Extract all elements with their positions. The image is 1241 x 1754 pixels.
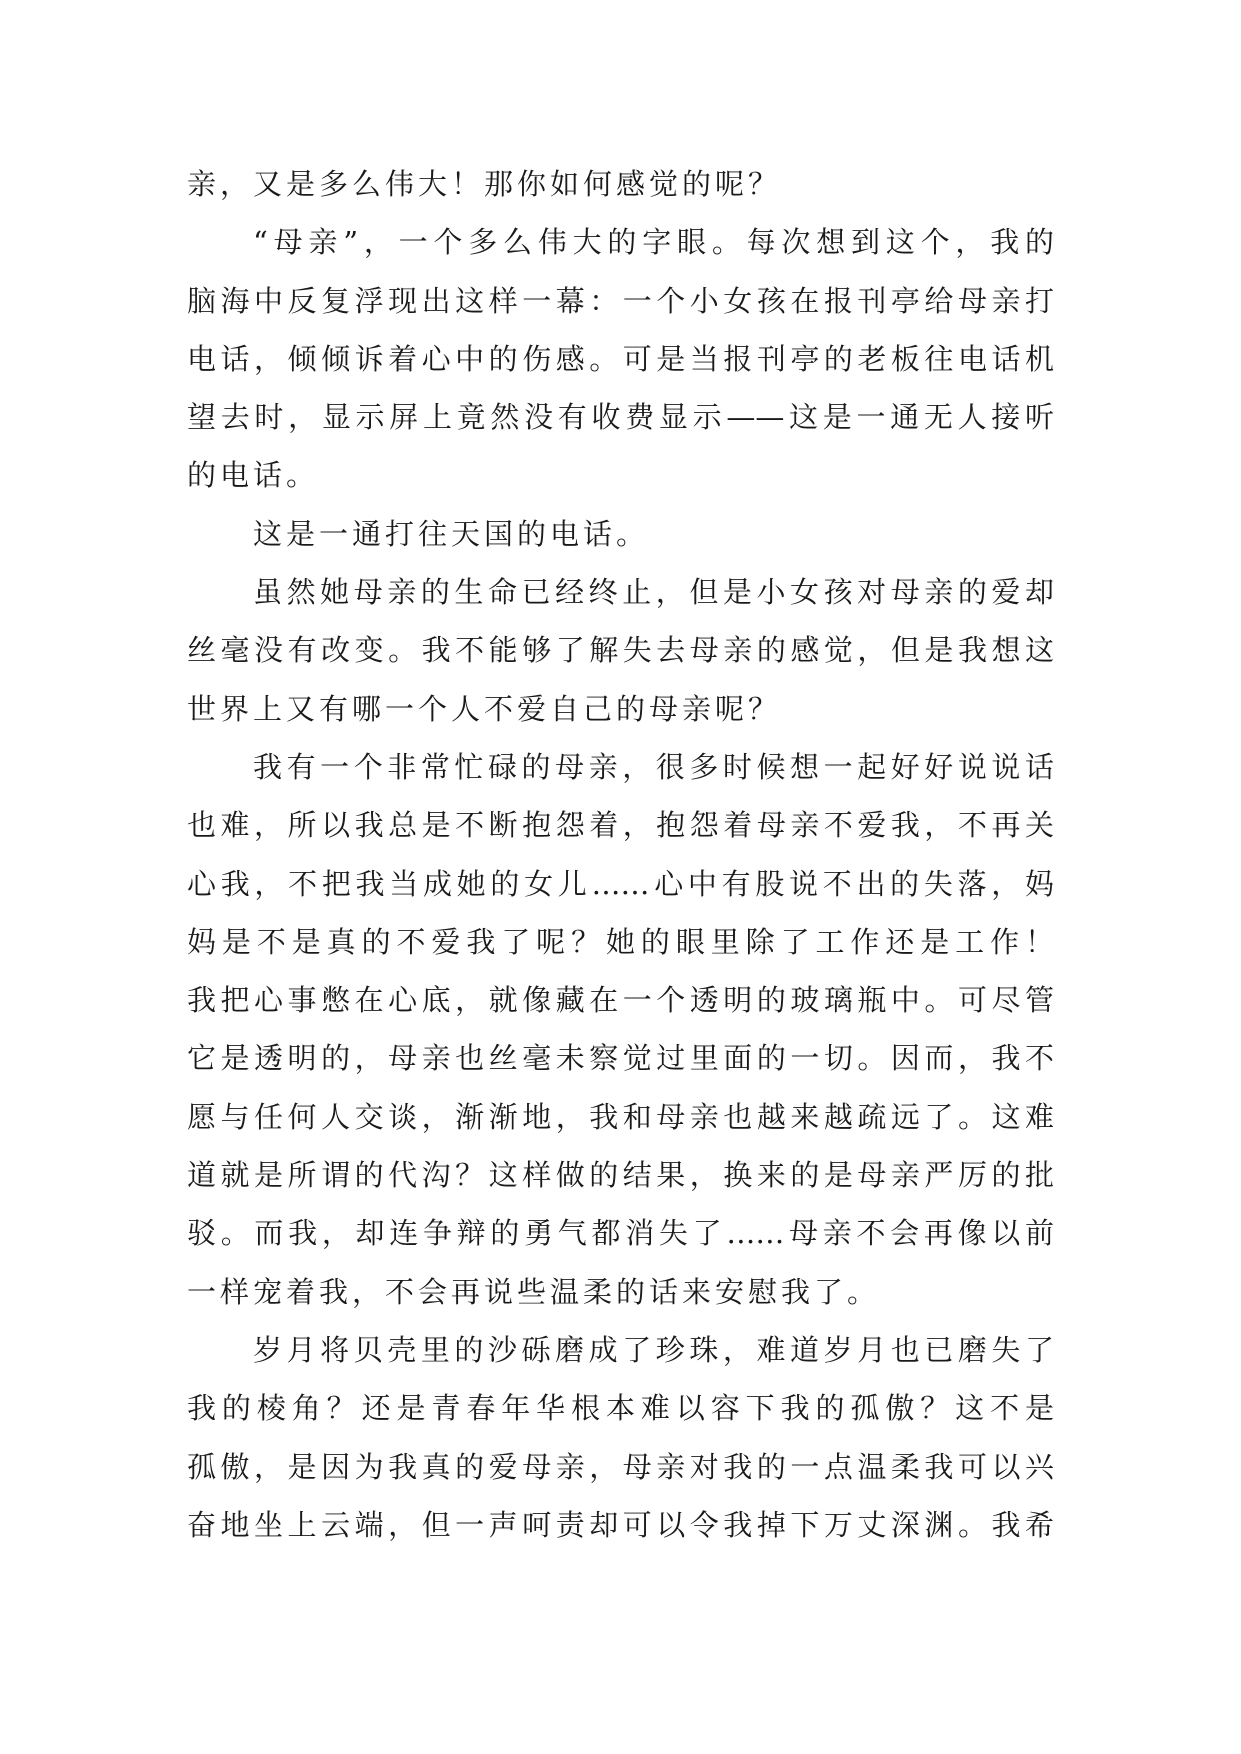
text-line: 世界上又有哪一个人不爱自己的母亲呢？ bbox=[187, 691, 782, 726]
text-line: 虽然她母亲的生命已经终止，但是小女孩对母亲的爱却 bbox=[253, 575, 1054, 610]
text-line: 的电话。 bbox=[187, 458, 320, 493]
paragraph bbox=[187, 505, 1054, 563]
text-line: 愿与任何人交谈，渐渐地，我和母亲也越来越疏远了。这难 bbox=[187, 1099, 1054, 1134]
text-line: 丝毫没有改变。我不能够了解失去母亲的感觉，但是我想这 bbox=[187, 633, 1054, 668]
text-line: 它是透明的，母亲也丝毫未察觉过里面的一切。因而，我不 bbox=[187, 1041, 1054, 1076]
text-line: 亲，又是多么伟大！那你如何感觉的呢？ bbox=[187, 167, 782, 201]
paragraph bbox=[187, 213, 1054, 504]
text-line: 奋地坐上云端，但一声呵责却可以令我掉下万丈深渊。我希 bbox=[187, 1507, 1054, 1542]
text-line: 我有一个非常忙碌的母亲，很多时候想一起好好说说话 bbox=[253, 749, 1054, 784]
text-line: 道就是所谓的代沟？这样做的结果，换来的是母亲严厉的批 bbox=[187, 1158, 1054, 1193]
text-line: 我的棱角？还是青春年华根本难以容下我的孤傲？这不是 bbox=[187, 1391, 1054, 1426]
paragraph bbox=[187, 738, 1054, 1321]
text-line: 也难，所以我总是不断抱怨着，抱怨着母亲不爱我，不再关 bbox=[187, 808, 1054, 843]
text-line: 驳。而我，却连争辩的勇气都消失了……母亲不会再像以前 bbox=[187, 1216, 1054, 1251]
text-line: 望去时，显示屏上竟然没有收费显示——这是一通无人接听 bbox=[187, 400, 1054, 435]
body-text bbox=[187, 155, 1054, 1554]
text-line: 一样宠着我，不会再说些温柔的话来安慰我了。 bbox=[187, 1274, 881, 1309]
text-line: 妈是不是真的不爱我了呢？她的眼里除了工作还是工作！ bbox=[187, 924, 1054, 959]
text-line: 这是一通打往天国的电话。 bbox=[253, 516, 650, 551]
paragraph bbox=[187, 155, 1054, 213]
text-line: 心我，不把我当成她的女儿……心中有股说不出的失落，妈 bbox=[187, 866, 1054, 901]
text-line: 岁月将贝壳里的沙砾磨成了珍珠，难道岁月也已磨失了 bbox=[253, 1332, 1054, 1367]
text-line: 我把心事憋在心底，就像藏在一个透明的玻璃瓶中。可尽管 bbox=[187, 983, 1054, 1018]
text-line: 脑海中反复浮现出这样一幕：一个小女孩在报刊亭给母亲打 bbox=[187, 283, 1054, 318]
paragraph bbox=[187, 1321, 1054, 1554]
paragraph bbox=[187, 563, 1054, 738]
text-line: 孤傲，是因为我真的爱母亲，母亲对我的一点温柔我可以兴 bbox=[187, 1449, 1054, 1484]
text-line: “母亲”，一个多么伟大的字眼。每次想到这个，我的 bbox=[253, 225, 1054, 260]
text-line: 电话，倾倾诉着心中的伤感。可是当报刊亭的老板往电话机 bbox=[187, 341, 1054, 376]
